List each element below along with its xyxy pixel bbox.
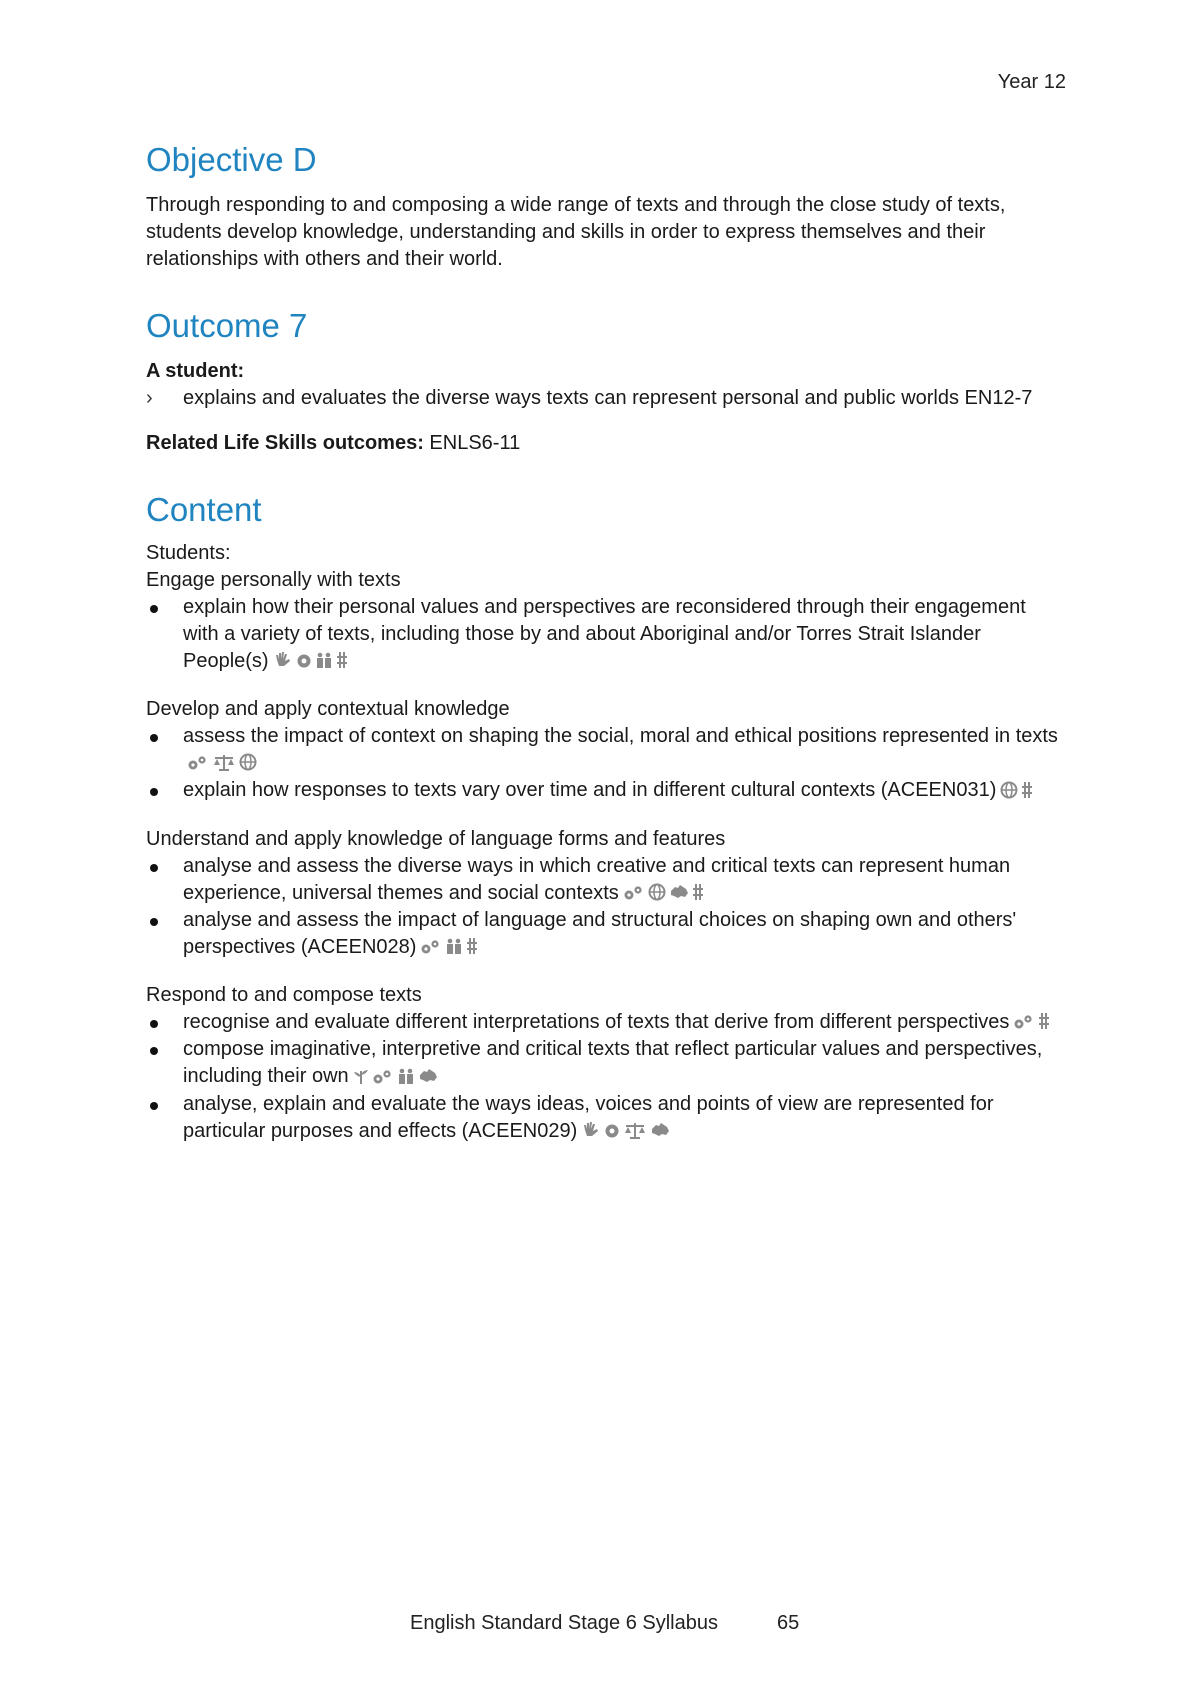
objective-heading: Objective D [146,141,317,178]
difference-icon [1038,1011,1053,1033]
outcome-item-text: explains and evaluates the diverse ways texts can represent personal and public worlds EN12-7 [183,387,1033,409]
difference-icon [1021,780,1036,802]
curriculum-icons [273,648,351,675]
content-list [146,1009,1066,1145]
content-list-item [146,907,1066,961]
content-groups [146,567,1066,1145]
people-icon [315,650,336,672]
objective-text: Through responding to and composing a wide range of texts and through the close study of texts, students develop knowledge, understanding and skills in order to express themselves and their relationships with others and their world. [146,194,1006,270]
content-item-text: assess the impact of context on shaping the social, moral and ethical positions represented in texts [183,725,1058,748]
related-outcomes [146,430,1066,457]
arrow-marker-icon: › [146,387,153,409]
content-item-text: analyse and assess the impact of language and structural choices on shaping own and others' perspectives (ACEEN028) [183,908,1017,958]
curriculum-icons [187,750,260,777]
outcome-item [146,385,1066,412]
content-item-text: explain how responses to texts vary over time and in different cultural contexts (ACEEN031) [183,779,997,802]
content-intro: Students: [146,542,231,564]
people-icon [445,936,466,958]
gear-icon [604,1120,623,1142]
scales-icon [623,1120,650,1142]
content-list-item [146,1091,1066,1145]
hand-icon [581,1120,604,1142]
curriculum-icons [623,880,707,907]
curriculum-icons [1000,778,1036,805]
hand-icon [273,650,296,672]
australia-icon [669,882,692,904]
plant-icon [353,1066,372,1088]
page-number: 65 [777,1612,800,1634]
content-list-item [146,1036,1066,1090]
globe-icon [648,882,669,904]
globe-icon [1000,780,1021,802]
content-list [146,723,1066,804]
cogs-icon [623,882,648,904]
page-content [146,140,1066,1145]
content-group-heading: Engage personally with texts [146,569,401,591]
cogs-icon [187,752,212,774]
content-list-item [146,777,1066,804]
curriculum-icons [581,1118,673,1145]
related-value: ENLS6-11 [429,432,521,454]
gear-icon [296,650,315,672]
content-item-text: analyse and assess the diverse ways in which creative and critical texts can represent human experience, universal themes and social contexts [183,854,1011,904]
content-group-heading: Understand and apply knowledge of language forms and features [146,827,726,850]
globe-icon [239,752,260,774]
difference-icon [692,882,707,904]
content-list-item [146,594,1066,675]
curriculum-icons [1013,1009,1053,1036]
running-head: Year 12 [997,71,1066,93]
content-item-text: compose imaginative, interpretive and critical texts that reflect particular values and perspectives, including their own [183,1038,1043,1088]
cogs-icon [420,936,445,958]
outcome-list [146,385,1066,412]
people-icon [397,1066,418,1088]
content-list-item [146,723,1066,777]
related-label: Related Life Skills outcomes: [146,432,424,454]
footer-title: English Standard Stage 6 Syllabus [410,1612,718,1634]
content-group-heading: Respond to and compose texts [146,984,422,1007]
content-group-heading: Develop and apply contextual knowledge [146,698,510,721]
content-item-text: explain how their personal values and perspectives are reconsidered through their engagement with a variety of texts, including those by and about Aboriginal and/or Torres Strait Islander People(s) [183,596,1026,672]
content-list [146,853,1066,961]
australia-icon [650,1120,673,1142]
curriculum-icons [353,1064,441,1091]
cogs-icon [372,1066,397,1088]
content-list-item [146,1009,1066,1036]
scales-icon [212,752,239,774]
outcome-heading: Outcome 7 [146,307,308,344]
content-item-text: recognise and evaluate different interpretations of texts that derive from different perspectives [183,1011,1010,1034]
difference-icon [336,650,351,672]
content-list-item [146,853,1066,907]
difference-icon [466,936,481,958]
content-heading: Content [146,491,262,528]
curriculum-icons [420,934,481,961]
australia-icon [418,1066,441,1088]
outcome-intro: A student: [146,360,245,382]
content-list [146,594,1066,675]
content-item-text: analyse, explain and evaluate the ways ideas, voices and points of view are represented for particular purposes and effects (ACEEN029) [183,1092,994,1142]
cogs-icon [1013,1011,1038,1033]
